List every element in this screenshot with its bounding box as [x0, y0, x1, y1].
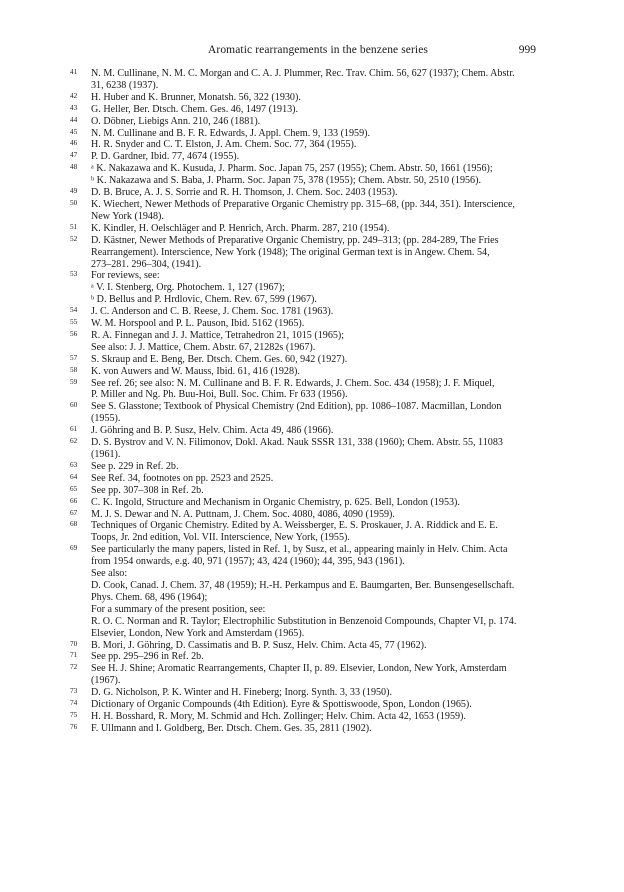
reference-item: [70, 92, 548, 104]
reference-item: [70, 651, 548, 663]
reference-line: P. Miller and Ng. Ph. Buu-Hoi, Bull. Soc. Chim. Fr 633 (1956).: [91, 389, 348, 401]
reference-number: 69: [70, 543, 78, 553]
reference-line: Toops, Jr. 2nd edition, Vol. VII. Interscience, New York, (1955).: [91, 532, 350, 544]
reference-number: 52: [70, 233, 78, 243]
reference-line: See H. J. Shine; Aromatic Rearrangements, Chapter II, p. 89. Elsevier, London, New York, Amsterdam: [91, 663, 507, 675]
reference-line: H. H. Bosshard, R. Mory, M. Schmid and Hch. Zollinger; Helv. Chim. Acta 42, 1653 (1959).: [91, 710, 466, 722]
reference-line: 31, 6238 (1937).: [91, 79, 159, 91]
reference-number: 50: [70, 197, 78, 207]
reference-line: See also: J. J. Mattice, Chem. Abstr. 67, 21282s (1967).: [91, 341, 316, 353]
reference-line: See ref. 26; see also: N. M. Cullinane and B. F. R. Edwards, J. Chem. Soc. 434 (1958); J. F. Miquel,: [91, 377, 495, 389]
reference-number: 53: [70, 269, 78, 279]
reference-line: See S. Glasstone; Textbook of Physical Chemistry (2nd Edition), pp. 1086–1087. Macmillan, London: [91, 401, 502, 413]
reference-item: [70, 378, 548, 402]
reference-line: D. S. Bystrov and V. N. Filimonov, Dokl. Akad. Nauk SSSR 131, 338 (1960); Chem. Abstr. 55, 11083: [91, 437, 503, 449]
reference-number: 41: [70, 67, 78, 76]
reference-list: [70, 68, 548, 735]
reference-number: 51: [70, 221, 78, 231]
page-number: 999: [518, 44, 536, 56]
reference-number: 60: [70, 400, 78, 410]
reference-number: 73: [70, 686, 78, 696]
reference-item: [70, 437, 548, 461]
reference-item: [70, 318, 548, 330]
reference-line: J. C. Anderson and C. B. Reese, J. Chem. Soc. 1781 (1963).: [91, 306, 334, 318]
reference-item: [70, 711, 548, 723]
reference-item: [70, 401, 548, 425]
reference-number: 71: [70, 650, 78, 660]
reference-number: 64: [70, 471, 78, 481]
reference-line: (1955).: [91, 413, 121, 425]
reference-number: 66: [70, 495, 78, 505]
reference-line: For reviews, see:: [91, 270, 160, 282]
reference-line: ᵇ K. Nakazawa and S. Baba, J. Pharm. Soc. Japan 75, 378 (1955); Chem. Abstr. 50, 2510 (1956).: [91, 175, 481, 187]
reference-line: D. B. Bruce, A. J. S. Sorrie and R. H. Thomson, J. Chem. Soc. 2403 (1953).: [91, 187, 398, 199]
reference-line: Elsevier, London, New York and Amsterdam (1965).: [91, 627, 305, 639]
reference-number: 42: [70, 90, 78, 100]
reference-line: D. Kästner, Newer Methods of Preparative Organic Chemistry, pp. 249–313; (pp. 284-289, The Fries: [91, 234, 499, 246]
reference-number: 49: [70, 186, 78, 196]
reference-number: 62: [70, 436, 78, 446]
reference-line: B. Mori, J. Göhring, D. Cassimatis and B. P. Susz, Helv. Chim. Acta 45, 77 (1962).: [91, 639, 427, 651]
reference-line: K. von Auwers and W. Mauss, Ibid. 61, 416 (1928).: [91, 365, 300, 377]
reference-line: W. M. Horspool and P. L. Pauson, Ibid. 5162 (1965).: [91, 318, 305, 330]
reference-number: 68: [70, 519, 78, 529]
reference-item: [70, 306, 548, 318]
reference-line: Dictionary of Organic Compounds (4th Edition). Eyre & Spottiswoode, Spon, London (1965).: [91, 699, 472, 711]
reference-line: N. M. Cullinane and B. F. R. Edwards, J. Appl. Chem. 9, 133 (1959).: [91, 127, 371, 139]
reference-line: D. G. Nicholson, P. K. Winter and H. Fineberg; Inorg. Synth. 3, 33 (1950).: [91, 687, 392, 699]
reference-number: 46: [70, 138, 78, 148]
reference-line: See pp. 295–296 in Ref. 2b.: [91, 651, 204, 663]
reference-item: [70, 330, 548, 354]
reference-number: 43: [70, 102, 78, 112]
reference-number: 57: [70, 352, 78, 362]
reference-item: [70, 699, 548, 711]
running-title: Aromatic rearrangements in the benzene series: [207, 44, 429, 56]
reference-number: 48: [70, 162, 78, 172]
reference-item: [70, 68, 548, 92]
reference-item: [70, 663, 548, 687]
reference-item: [70, 366, 548, 378]
reference-line: See also:: [91, 568, 128, 580]
reference-line: N. M. Cullinane, N. M. C. Morgan and C. A. J. Plummer, Rec. Trav. Chim. 56, 627 (1937); Chem. Abstr.: [91, 68, 515, 79]
reference-line: Rearrangement). Interscience, New York (1948); The original German text is in Angew. Chem. 54,: [91, 246, 490, 258]
reference-line: K. Kindler, H. Oelschläger and P. Henrich, Arch. Pharm. 287, 210 (1954).: [91, 222, 390, 234]
reference-item: [70, 723, 548, 735]
reference-line: ᵇ D. Bellus and P. Hrdlovic, Chem. Rev. 67, 599 (1967).: [91, 294, 317, 306]
reference-line: Phys. Chem. 68, 496 (1964);: [91, 591, 208, 603]
reference-number: 59: [70, 376, 78, 386]
reference-number: 76: [70, 721, 78, 731]
reference-item: [70, 199, 548, 223]
reference-item: [70, 128, 548, 140]
reference-item: [70, 270, 548, 306]
reference-line: R. A. Finnegan and J. J. Mattice, Tetrahedron 21, 1015 (1965);: [91, 329, 345, 341]
reference-number: 65: [70, 483, 78, 493]
reference-item: [70, 116, 548, 128]
reference-line: P. D. Gardner, Ibid. 77, 4674 (1955).: [91, 151, 240, 163]
running-header: [108, 44, 536, 60]
reference-item: [70, 687, 548, 699]
reference-line: R. O. C. Norman and R. Taylor; Electrophilic Substitution in Benzenoid Compounds, Chapter VI, p. 174.: [91, 615, 517, 627]
reference-line: J. Göhring and B. P. Susz, Helv. Chim. Acta 49, 486 (1966).: [91, 425, 334, 437]
reference-number: 61: [70, 424, 78, 434]
reference-line: See pp. 307–308 in Ref. 2b.: [91, 484, 204, 496]
reference-item: [70, 425, 548, 437]
reference-number: 67: [70, 507, 78, 517]
reference-item: [70, 187, 548, 199]
reference-item: [70, 509, 548, 521]
reference-item: [70, 235, 548, 271]
reference-number: 70: [70, 638, 78, 648]
reference-number: 47: [70, 150, 78, 160]
reference-number: 75: [70, 709, 78, 719]
reference-line: D. Cook, Canad. J. Chem. 37, 48 (1959); H.-H. Perkampus and E. Baumgarten, Ber. Bunsengesellschaft.: [91, 579, 515, 591]
reference-line: C. K. Ingold, Structure and Mechanism in Organic Chemistry, p. 625. Bell, London (1953).: [91, 496, 460, 508]
reference-line: G. Heller, Ber. Dtsch. Chem. Ges. 46, 1497 (1913).: [91, 103, 299, 115]
reference-item: [70, 354, 548, 366]
reference-line: ᵃ K. Nakazawa and K. Kusuda, J. Pharm. Soc. Japan 75, 257 (1955); Chem. Abstr. 50, 1661 (1956);: [91, 163, 493, 175]
reference-line: 273–281. 296–304, (1941).: [91, 258, 202, 270]
reference-number: 45: [70, 126, 78, 136]
reference-item: [70, 544, 548, 639]
reference-item: [70, 151, 548, 163]
reference-line: See Ref. 34, footnotes on pp. 2523 and 2525.: [91, 472, 274, 484]
reference-number: 54: [70, 305, 78, 315]
reference-line: O. Döbner, Liebigs Ann. 210, 246 (1881).: [91, 115, 261, 127]
reference-item: [70, 640, 548, 652]
reference-line: H. R. Snyder and C. T. Elston, J. Am. Chem. Soc. 77, 364 (1955).: [91, 139, 357, 151]
reference-item: [70, 139, 548, 151]
reference-line: K. Wiechert, Newer Methods of Preparative Organic Chemistry pp. 315–68, (pp. 344, 351). Interscience,: [91, 198, 515, 210]
reference-line: (1967).: [91, 675, 121, 687]
reference-item: [70, 497, 548, 509]
reference-number: 72: [70, 662, 78, 672]
reference-item: [70, 163, 548, 187]
reference-number: 55: [70, 317, 78, 327]
reference-item: [70, 473, 548, 485]
reference-line: from 1954 onwards, e.g. 40, 971 (1957); 43, 424 (1960); 44, 395, 943 (1961).: [91, 556, 405, 568]
reference-line: H. Huber and K. Brunner, Monatsh. 56, 322 (1930).: [91, 91, 301, 103]
reference-item: [70, 485, 548, 497]
reference-item: [70, 520, 548, 544]
reference-number: 44: [70, 114, 78, 124]
reference-line: See particularly the many papers, listed in Ref. 1, by Susz, et al., appearing mainly in Helv. Chim. Acta: [91, 544, 508, 556]
reference-line: S. Skraup and E. Beng, Ber. Dtsch. Chem. Ges. 60, 942 (1927).: [91, 353, 348, 365]
reference-line: Techniques of Organic Chemistry. Edited by A. Weissberger, E. S. Proskauer, J. A. Riddick and E. E.: [91, 520, 498, 532]
reference-line: New York (1948).: [91, 210, 164, 222]
reference-item: [70, 223, 548, 235]
reference-line: See p. 229 in Ref. 2b.: [91, 460, 179, 472]
reference-number: 74: [70, 698, 78, 708]
reference-number: 56: [70, 328, 78, 338]
reference-line: ᵃ V. I. Stenberg, Org. Photochem. 1, 127 (1967);: [91, 282, 285, 294]
reference-line: (1961).: [91, 449, 121, 460]
reference-line: F. Ullmann and I. Goldberg, Ber. Dtsch. Chem. Ges. 35, 2811 (1902).: [91, 722, 372, 734]
reference-item: [70, 461, 548, 473]
reference-line: For a summary of the present position, see:: [91, 603, 266, 615]
reference-item: [70, 104, 548, 116]
reference-line: M. J. S. Dewar and N. A. Puttnam, J. Chem. Soc. 4080, 4086, 4090 (1959).: [91, 508, 395, 520]
reference-number: 58: [70, 364, 78, 374]
reference-number: 63: [70, 459, 78, 469]
